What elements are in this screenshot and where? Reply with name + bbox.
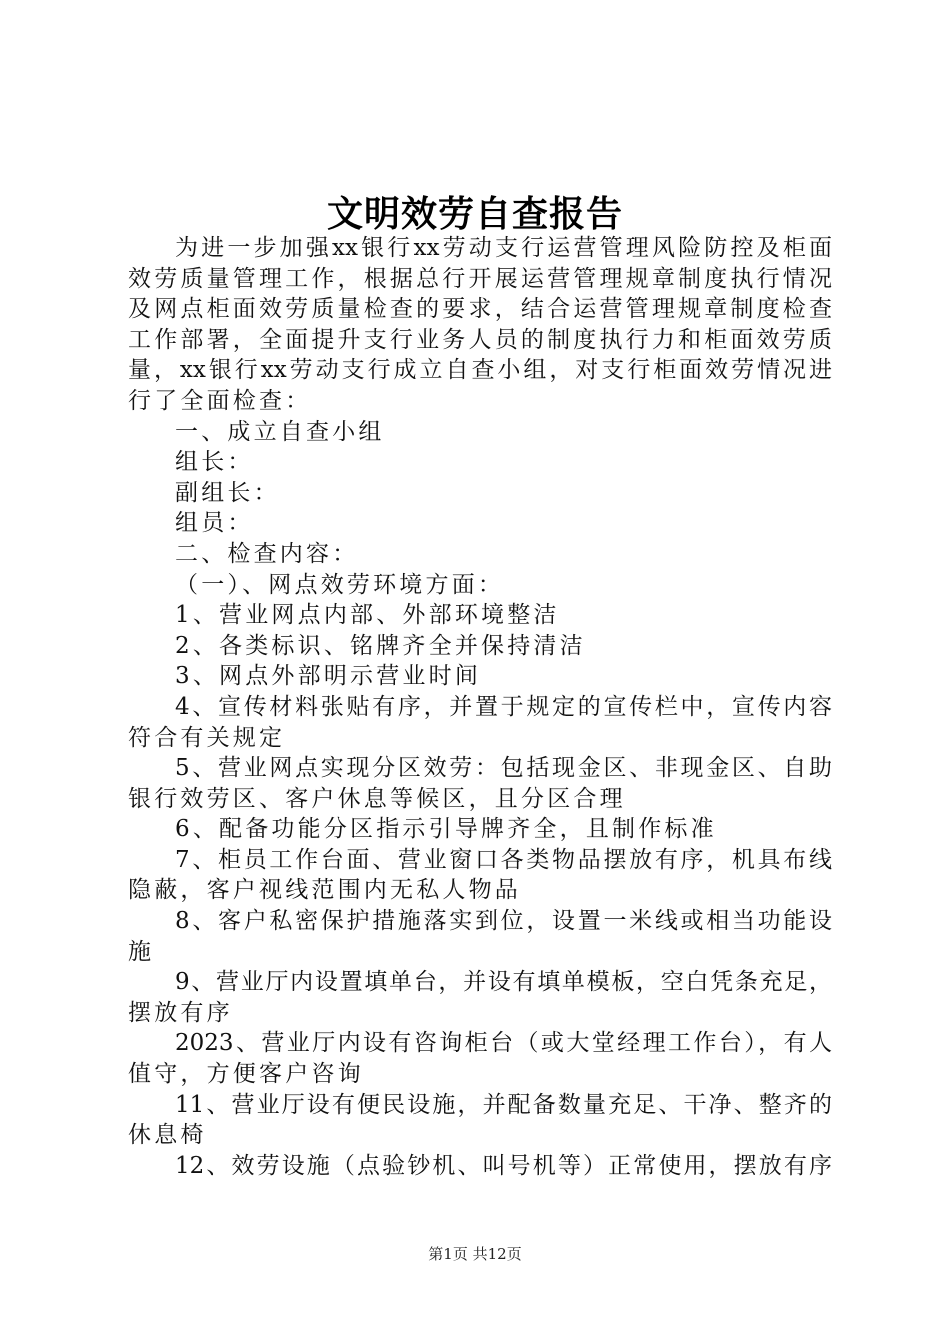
paragraph-line: 一、成立自查小组: [175, 418, 385, 445]
paragraph-line: 组员：: [175, 510, 254, 537]
paragraph-line: 6、配备功能分区指示引导牌齐全，且制作标准: [175, 816, 717, 843]
paragraph-line: 12、效劳设施（点验钞机、叫号机等）正常使用，摆放有序: [175, 1152, 832, 1179]
paragraph-line: 11、营业厅设有便民设施，并配备数量充足、干净、整齐的: [175, 1091, 832, 1118]
paragraph-line: 休息椅: [128, 1122, 207, 1149]
document-body: [128, 233, 832, 1181]
paragraph-line: 9、营业厅内设置填单台，并设有填单模板，空白凭条充足，: [175, 969, 832, 996]
paragraph-line: 3、网点外部明示营业时间: [175, 663, 482, 690]
paragraph-line: 7、柜员工作台面、营业窗口各类物品摆放有序，机具布线: [175, 846, 832, 873]
paragraph-line: 1、营业网点内部、外部环境整洁: [175, 602, 560, 629]
paragraph-line: 工作部署，全面提升支行业务人员的制度执行力和柜面效劳质: [128, 326, 832, 353]
paragraph-line: 符合有关规定: [128, 724, 286, 751]
paragraph-line: 副组长：: [175, 479, 280, 506]
paragraph-line: 摆放有序: [128, 999, 233, 1026]
paragraph-line: 及网点柜面效劳质量检查的要求，结合运营管理规章制度检查: [128, 296, 832, 323]
paragraph-line: 施: [128, 938, 155, 965]
paragraph-line: 组长：: [175, 449, 254, 476]
paragraph-line: 4、宣传材料张贴有序，并置于规定的宣传栏中，宣传内容: [175, 693, 832, 720]
paragraph-line: 隐蔽，客户视线范围内无私人物品: [128, 877, 521, 904]
paragraph-line: 值守，方便客户咨询: [128, 1061, 364, 1088]
paragraph-line: 为进一步加强xx银行xx劳动支行运营管理风险防控及柜面: [175, 235, 832, 261]
paragraph-line: 2023、营业厅内设有咨询柜台（或大堂经理工作台），有人: [175, 1030, 832, 1057]
paragraph-line: 效劳质量管理工作，根据总行开展运营管理规章制度执行情况: [128, 265, 832, 292]
paragraph-line: 量，xx银行xx劳动支行成立自查小组，对支行柜面效劳情况进: [128, 357, 832, 384]
paragraph-line: 2、各类标识、铭牌齐全并保持清洁: [175, 632, 586, 659]
paragraph-line: 8、客户私密保护措施落实到位，设置一米线或相当功能设: [175, 908, 832, 935]
paragraph-line: 行了全面检查：: [128, 387, 312, 414]
paragraph-line: 二、检查内容：: [175, 540, 359, 567]
paragraph-line: （一）、网点效劳环境方面：: [175, 571, 505, 598]
document-title: 文明效劳自查报告: [326, 194, 623, 235]
page-number-footer: 第1页 共12页: [428, 1245, 522, 1263]
paragraph-line: 银行效劳区、客户休息等候区，且分区合理: [128, 785, 626, 812]
paragraph-line: 5、营业网点实现分区效劳：包括现金区、非现金区、自助: [175, 755, 832, 782]
